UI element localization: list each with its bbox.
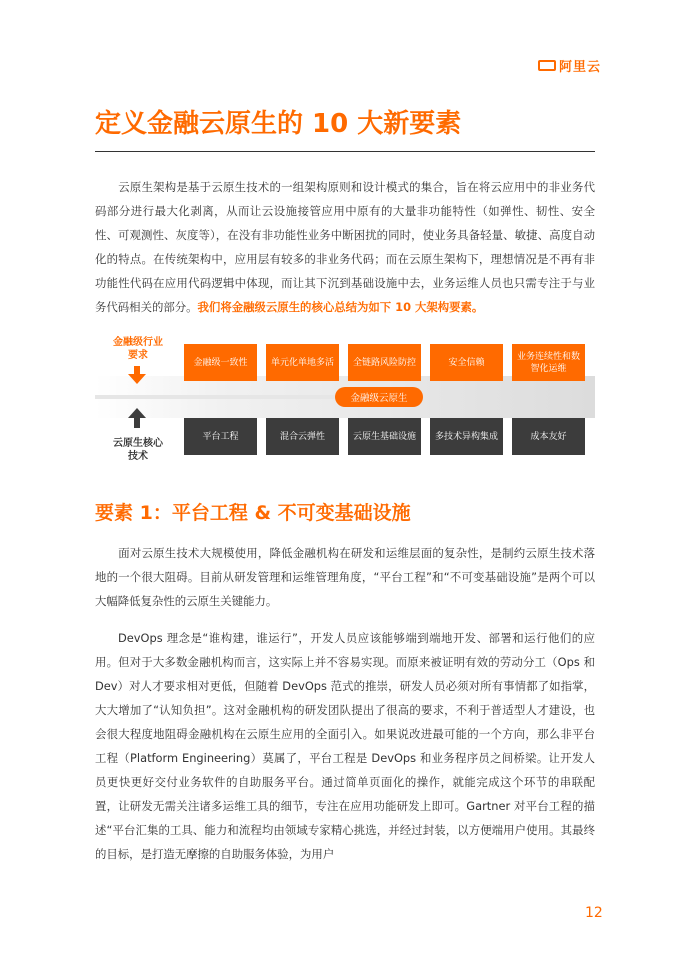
aliyun-logo-icon bbox=[538, 60, 556, 71]
intro-text: 云原生架构是基于云原生技术的一组架构原则和设计模式的集合，旨在将云应用中的非业务代码部分进行最大化剥离，从而让云设施接管应用中原有的大量非功能特性（如弹性、韧性、安全性、可观测性、灰度等），在没有非功能性业务中断困扰的同时，使业务具备轻量、敏捷、高度自动化的特点。在传统架构中，应用层有较多的非业务代码；而在云原生架构下，理想情况是不再有非功能性代码在应用代码逻辑中体现，而让其下沉到基础设施中去，业务运维人员也只需专注于与业务代码相关的部分。 bbox=[95, 180, 595, 314]
intro-highlight: 我们将金融级云原生的核心总结为如下 10 大架构要素。 bbox=[197, 300, 484, 314]
brand-name: 阿里云 bbox=[559, 60, 602, 75]
architecture-diagram bbox=[95, 336, 595, 466]
section-paragraph-2 bbox=[95, 626, 595, 866]
section-heading: 要素 1：平台工程 & 不可变基础设施 bbox=[95, 502, 411, 524]
requirement-box: 金融级一致性 bbox=[184, 344, 257, 381]
brand-logo bbox=[538, 56, 601, 75]
core-tech-label: 云原生核心技术 bbox=[113, 438, 163, 462]
technology-box: 多技术异构集成 bbox=[430, 418, 503, 455]
section-paragraph-1-text: 面对云原生技术大规模使用，降低金融机构在研发和运维层面的复杂性，是制约云原生技术落地的一个很大阻碍。目前从研发管理和运维管理角度，“平台工程”和“不可变基础设施”是两个可以大幅降低复杂性的云原生关键能力。 bbox=[95, 546, 595, 608]
requirement-box: 单元化单地多活 bbox=[266, 344, 339, 381]
technology-box: 成本友好 bbox=[512, 418, 585, 455]
requirement-box: 全链路风险防控 bbox=[348, 344, 421, 381]
page-title: 定义金融云原生的 10 大新要素 bbox=[95, 109, 462, 139]
title-divider bbox=[95, 151, 595, 152]
diagram-flow-line bbox=[95, 395, 343, 399]
arrow-up-icon bbox=[131, 408, 143, 430]
requirement-box: 安全信赖 bbox=[430, 344, 503, 381]
requirement-box: 业务连续性和数智化运维 bbox=[512, 344, 585, 381]
intro-paragraph bbox=[95, 175, 595, 319]
section-paragraph-2-text: DevOps 理念是“谁构建，谁运行”，开发人员应该能够端到端地开发、部署和运行他们的应用。但对于大多数金融机构而言，这实际上并不容易实现。而原来被证明有效的劳动分工（Ops 和 Dev）对人才要求相对更低，但随着 DevOps 范式的推崇，研发人员必须对所有事情都了如指掌，大大增加了“认知负担”。这对金融机构的研发团队提出了很高的要求，不利于普适型人才建设，也会很大程度地阻碍金融机构在云原生应用的全面引入。如果说改进最可能的一个方向，那么非平台工程（Platform Engineering）莫属了，平台工程是 DevOps 和业务程序员之间桥梁。让开发人员更快更好交付业务软件的自助服务平台。通过简单页面化的操作，就能完成这个环节的串联配置，让研发无需关注诸多运维工具的细节，专注在应用功能研发上即可。Gartner 对平台工程的描述“平台汇集的工具、能力和流程均由领域专家精心挑选，并经过封装，以方便端用户使用。其最终的目标，是打造无摩擦的自助服务体验，为用户 bbox=[95, 631, 595, 861]
technology-box: 混合云弹性 bbox=[266, 418, 339, 455]
page-number: 12 bbox=[585, 905, 603, 921]
technology-box: 云原生基础设施 bbox=[348, 418, 421, 455]
industry-requirements-label: 金融级行业要求 bbox=[113, 337, 163, 361]
arrow-down-icon bbox=[131, 366, 143, 384]
section-paragraph-1 bbox=[95, 541, 595, 613]
technology-box: 平台工程 bbox=[184, 418, 257, 455]
diagram-center-pill: 金融级云原生 bbox=[335, 387, 423, 407]
